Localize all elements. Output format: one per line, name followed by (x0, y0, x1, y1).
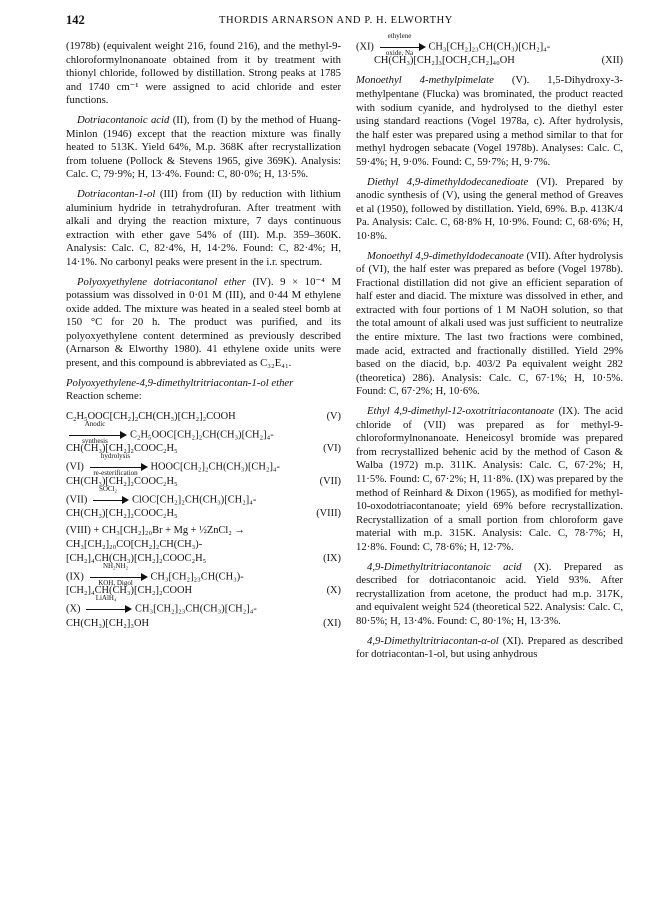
paragraph-text: (VII). After hydrolysis of (VI), the half ester was prepared as before (Vogel 1978b). Fractional distillation did not give an efficient separation of half ester and diacid. The mixture was dissolved in ether, and extracted with four portions of 1 M NaOH solution, so that the total amount of alkali used was just sufficient to neutralize the entire mixture. The last two fractions were combined, made acid, extracted and fractionally distilled. Yield 29% based on the diacid, b.p. 403/2 Pa equivalent weight 282 (theoretica) 286). Analysis: Calc. C, 67·1%; H, 10·5%. Found: C, 67·2%; H, 10·6%. (356, 249, 624, 398)
reaction-scheme-final (356, 32, 623, 68)
compound-number: (VIII) (316, 508, 341, 520)
scheme-step-4-cont (66, 507, 341, 521)
arrow-label-below: synthesis (82, 436, 108, 445)
compound-title: Ethyl 4,9-dimethyl-12-oxotritriacontanoate (367, 405, 555, 418)
scheme-step-7-cont (66, 617, 341, 631)
formula: CH(CH₃)[CH₂]₃[OCH₂CH₂]₄₀OH (374, 55, 515, 67)
paragraph-text: (VI). Prepared by anodic synthesis of (V), using the general method of Greaves et al (1950), followed by distillation. Yield, 69%. B.p. 413K/4 Pa. Analysis: Calc. C, 68·8% H, 10·9%. Found: C, 68·6%; H, 10·8%. (356, 175, 623, 242)
reaction-arrow (90, 562, 148, 588)
paragraph-text: (X). Prepared as described for dotriacontanoic acid. Yield 93%. After recrystallization from acetone, the product had m.p. 317K, and equivalent weight 524 (theoretical 522. Analysis: Calc. C, 80·5%; H, 13·4%. Found: C, 80·1%; H, 13·3%. (356, 560, 623, 627)
compound-title: Monoethyl 4-methylpimelate (356, 74, 494, 87)
compound-ref: (VII) (66, 494, 88, 506)
compound-title: Polyoxyethylene dotriacontanol ether (77, 275, 246, 288)
paragraph-tritriacontanoic-acid (356, 561, 623, 629)
paragraph-text: (XI). Prepared as described for dotriacontan-1-ol, but using anhydrous (356, 634, 623, 661)
scheme-step-2 (66, 419, 341, 445)
arrow-label-above: ethylene (387, 32, 412, 40)
compound-title: Dotriacontanoic acid (77, 113, 170, 126)
paragraph-monoethyl-methylpimelate (356, 74, 623, 169)
formula: CH₃[CH₂]₂₀CO[CH₂]₂CH(CH₃)- (66, 539, 203, 551)
compound-title: Diethyl 4,9-dimethyldodecanedioate (367, 175, 529, 188)
running-title: THORDIS ARNARSON AND P. H. ELWORTHY (219, 15, 453, 26)
scheme-step-5 (66, 524, 341, 538)
paragraph-text: (IX). The acid chloride of (VII) was prepared as for methyl-9-chloroformylnonanoate. Heneicosyl bromide was prepared from recrystallized behenic acid by the method of Cason & Walba (1972) m.p. 311K. Analysis: Calc. C, 67·2%; H, 11·5%. Found: C, 67·2%; H, 11·8%. (IX) was prepared by the method of Reinhard & Dixon (1965), as modified for methyl-10-oxodotriacontanoate; yield 69% before recrystallization. Recrystallization of a small portion from chloroform gave material with m.p. 315K. Analysis: Calc. C, 78·7%; H, 12·8%. Found: C, 78·6%; H, 12·7%. (356, 405, 623, 553)
reaction-arrow (90, 452, 148, 478)
arrow-label-above: hydrolysis (100, 452, 131, 461)
arrow-label-above: SOCl₂ (98, 484, 117, 493)
compound-title: Polyoxyethylene-4,9-dimethyltritriacontan-1-ol ether (66, 376, 294, 389)
arrow-label-above: LiAlH₄ (95, 594, 117, 603)
scheme-step-4 (66, 484, 341, 507)
formula: C₂H₅OOC[CH₂]₂CH(CH₃)[CH₂]₂COOH (66, 410, 236, 422)
scheme-step-6 (66, 562, 341, 588)
paragraph-tritriacontanol (356, 635, 623, 662)
compound-ref: (IX) (66, 571, 84, 583)
paragraph-dotriacontanoic-acid (66, 114, 341, 182)
page-header (0, 13, 672, 35)
compound-number: (VII) (319, 475, 341, 487)
paragraph-monoethyl-dodecanoate (356, 250, 623, 400)
compound-title: 4,9-Dimethyltritriacontanoic acid (367, 560, 522, 573)
formula: C₂H₅OOC[CH₂]₂CH(CH₃)[CH₂]₄- (130, 429, 274, 441)
compound-number: (V) (326, 410, 341, 422)
compound-title: Dotriacontan-1-ol (77, 187, 156, 200)
arrow-label-below: oxide, Na (385, 49, 414, 57)
scheme-heading (66, 377, 341, 391)
compound-number: (VI) (323, 443, 341, 455)
compound-number: (IX) (323, 553, 341, 565)
formula: CH(CH₃)[CH₂]₂COOC₂H₅ (66, 443, 178, 455)
arrow-label-above: NH₂NH₂ (102, 562, 129, 571)
paragraph-text: (III) from (II) by reduction with lithium aluminium hydride in tetrahydrofuran. After treatment with alkali and drying the reaction mixture, 7 days continuous extraction with ether gave 54% of (III). M.p. 359–360K. Analysis: Calc. C, 82·4%, H, 14·2%. Found: C, 82·4%; H, 14·1%. No carbonyl peaks were present in the i.r. spectrum. (66, 187, 341, 268)
scheme-step-8-cont (356, 54, 623, 68)
formula: [CH₂]₄CH(CH₃)[CH₂]₂COOC₂H₅ (66, 553, 207, 565)
formula: CH(CH₃)[CH₂]₂COOC₂H₅ (66, 508, 178, 520)
reaction-arrow (380, 32, 426, 57)
compound-title: Monoethyl 4,9-dimethyldodecanoate (367, 249, 524, 262)
compound-title: 4,9-Dimethyltritriacontan-α-ol (367, 634, 499, 647)
scheme-step-8 (356, 32, 623, 57)
scheme-step-3 (66, 452, 341, 478)
formula: CH(CH₃)[CH₂]₃OH (66, 617, 150, 629)
scheme-step-5-cont (66, 538, 341, 552)
paragraph-text: (IV). 9 × 10⁻⁴ M potassium was dissolved in 0·01 M (III), and 0·44 M ethylene oxide added. The mixture was heated in a sealed steel bomb at 150 °C for 20 h. The product was purified, and its polyoxyethylene content determined as previously described (Arnarson & Elworthy 1980). 41 ethylene oxide units were present, and this compound is abbreviated as C₃₂E₄₁. (66, 275, 341, 370)
formula: [CH₂]₄CH(CH₃)[CH₂]₂COOH (66, 585, 193, 597)
formula: CH₃[CH₂]₂₃CH(CH₃)[CH₂]₄- (428, 41, 551, 53)
formula: CH₃[CH₂]₂₃CH(CH₃)[CH₂]₄- (135, 603, 257, 615)
compound-ref: (X) (66, 603, 81, 615)
left-column (66, 40, 341, 635)
arrow-label-below: re-esterification (93, 469, 138, 478)
reaction-arrow (93, 484, 129, 507)
compound-number: (XI) (323, 617, 341, 629)
paragraph-text: (V). 1,5-Dihydroxy-3-methylpentane (Flucka) was brominated, the product reacted with sodium cyanide, and hydrolysed to the diethyl ester using standard reactions (Vogel 1978a, c). After hydrolysis, the half ester was prepared using a method similar to that for methyl hydrogen sebacate (Vogel 1978b). Analyses: Calc. C, 59·4%; H, 9·0%. Found: C, 59·7%; H, 9·7%. (356, 74, 623, 168)
scheme-step-7 (66, 594, 341, 616)
arrow-label-above: Anodic (84, 419, 106, 428)
formula: (VIII) + CH₃[CH₂]₂₀Br + Mg + ½ZnCl₂ → (66, 525, 245, 537)
compound-ref: (VI) (66, 461, 84, 473)
page-number: 142 (66, 13, 85, 27)
formula: CH(CH₃)[CH₂]₂COOC₂H₅ (66, 475, 178, 487)
compound-number: (X) (326, 585, 341, 597)
paragraph-text: (II), from (I) by the method of Huang-Minlon (1946) except that the reaction mixture was finally heated to 513K. Yield 64%, M.p. 368K after recrystallization from toluene (Pollock & Stevens 1965, give 369K). Analysis: Calc. C, 79·9%; H, 13·4%. Found: C, 80·0%; H, 13·5%. (66, 113, 341, 181)
arrow-label-below: KOH, Digol (98, 579, 133, 588)
compound-number: (XII) (601, 55, 623, 67)
paragraph-ethyl-oxotritriacontanoate (356, 405, 623, 555)
formula: ClOC[CH₂]₂CH(CH₃)[CH₂]₄- (131, 494, 257, 506)
paragraph-intro: (1978b) (equivalent weight 216, found 216), and the methyl-9-chloroformylnonanoate obtained from it by treatment with thionyl chloride, followed by distillation. Strong peaks at 1785 and 1740 cm⁻¹ were assigned to acid chloride and ester functions. (66, 40, 341, 107)
formula: CH₃[CH₂]₂₃CH(CH₃)- (150, 571, 244, 583)
formula: HOOC[CH₂]₂CH(CH₃)[CH₂]₄- (150, 461, 281, 473)
reaction-arrow (86, 594, 132, 616)
right-column (356, 32, 624, 668)
paragraph-diethyl-dodecanedioate (356, 176, 623, 244)
scheme-subheading: Reaction scheme: (66, 390, 142, 403)
reaction-arrow (69, 419, 127, 445)
compound-ref: (XI) (356, 41, 374, 53)
paragraph-dotriacontanol (66, 188, 341, 270)
paragraph-polyoxyethylene-ether (66, 276, 341, 371)
reaction-scheme (66, 410, 341, 631)
